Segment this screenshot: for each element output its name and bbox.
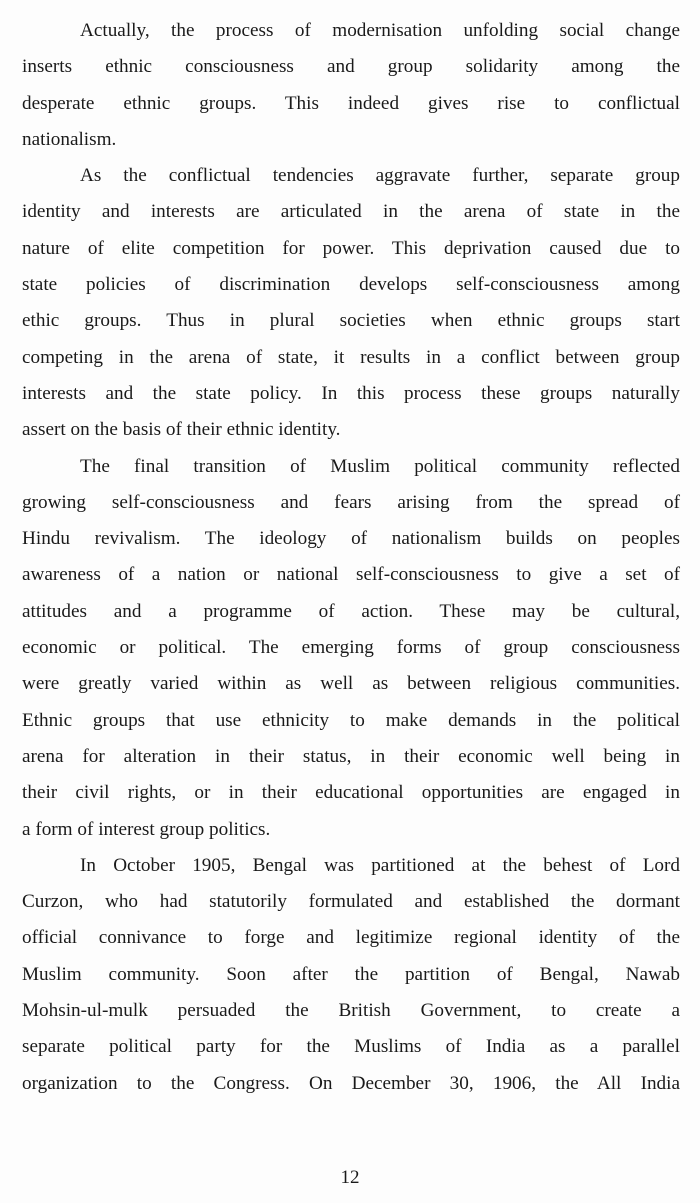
text-line: Ethnic groups that use ethnicity to make demands in the political <box>22 709 680 731</box>
text-line: nature of elite competition for power. This deprivation caused due to <box>22 237 680 259</box>
paragraph-1 <box>22 13 680 158</box>
text-line: competing in the arena of state, it results in a conflict between group <box>22 346 680 368</box>
text-line: identity and interests are articulated in the arena of state in the <box>22 201 680 223</box>
text-line: state policies of discrimination develops self-consciousness among <box>22 274 680 296</box>
text-line: In October 1905, Bengal was partitioned at the behest of Lord <box>80 854 680 876</box>
text-line: official connivance to forge and legitimize regional identity of the <box>22 927 680 949</box>
text-line: As the conflictual tendencies aggravate further, separate group <box>80 165 680 187</box>
text-line: The final transition of Muslim political community reflected <box>80 455 680 477</box>
text-line: interests and the state policy. In this process these groups naturally <box>22 382 680 404</box>
text-line: growing self-consciousness and fears arising from the spread of <box>22 491 680 513</box>
text-line: arena for alteration in their status, in their economic well being in <box>22 745 680 767</box>
text-line: desperate ethnic groups. This indeed gives rise to conflictual <box>22 92 680 114</box>
page-number: 12 <box>340 1167 360 1188</box>
text-line: organization to the Congress. On December 30, 1906, the All India <box>22 1072 680 1094</box>
paragraph-4 <box>22 848 680 1102</box>
text-line: nationalism. <box>22 128 117 150</box>
text-line: Mohsin-ul-mulk persuaded the British Government, to create a <box>22 1000 680 1022</box>
text-line: Muslim community. Soon after the partition of Bengal, Nawab <box>22 963 680 985</box>
text-line: separate political party for the Muslims of India as a parallel <box>22 1036 680 1058</box>
text-line: economic or political. The emerging forms of group consciousness <box>22 637 680 659</box>
text-line: Curzon, who had statutorily formulated and established the dormant <box>22 891 680 913</box>
text-line: their civil rights, or in their educational opportunities are engaged in <box>22 782 680 804</box>
document-body <box>22 13 680 1102</box>
text-line: inserts ethnic consciousness and group solidarity among the <box>22 56 680 78</box>
text-line: a form of interest group politics. <box>22 818 271 840</box>
text-line: assert on the basis of their ethnic identity. <box>22 419 341 441</box>
paragraph-2 <box>22 158 680 448</box>
text-line: Actually, the process of modernisation unfolding social change <box>80 20 680 41</box>
paragraph-3 <box>22 449 680 848</box>
text-line: were greatly varied within as well as between religious communities. <box>22 673 680 695</box>
text-line: attitudes and a programme of action. These may be cultural, <box>22 600 680 622</box>
text-line: Hindu revivalism. The ideology of nationalism builds on peoples <box>22 528 680 550</box>
text-line: awareness of a nation or national self-consciousness to give a set of <box>22 564 680 586</box>
text-line: ethic groups. Thus in plural societies when ethnic groups start <box>22 310 680 332</box>
